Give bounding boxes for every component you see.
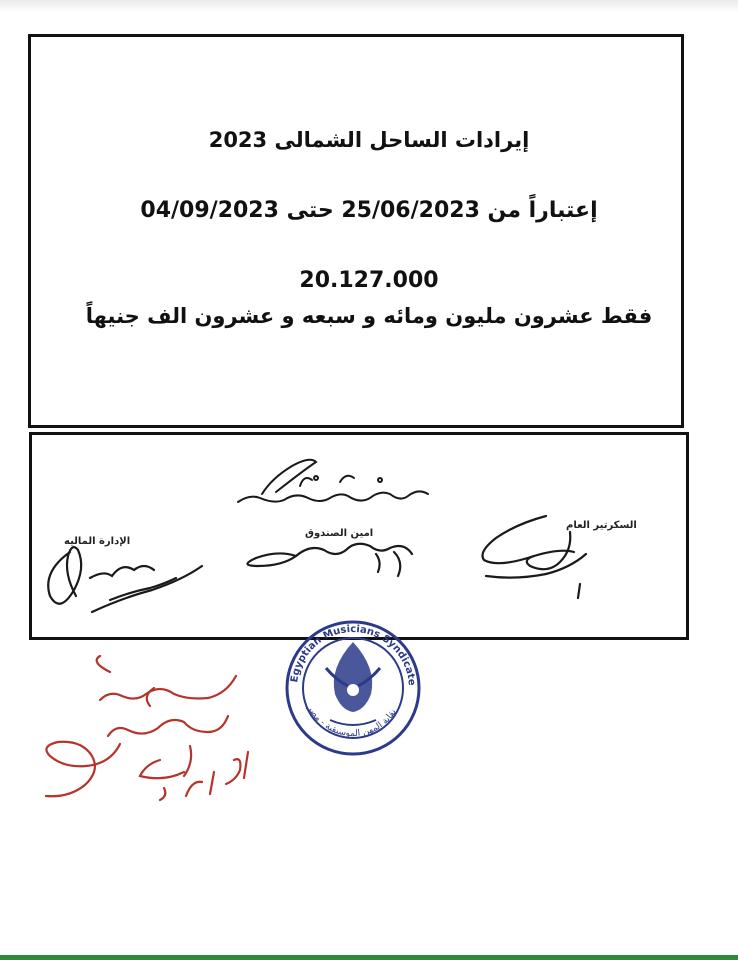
finance-department-label: الإدارة الماليه [64, 536, 131, 547]
secretary-general-label: السكرتير العام [566, 520, 637, 531]
secretary-signature [483, 516, 587, 598]
treasurer-label: امين الصندوق [305, 528, 374, 539]
syndicate-seal [287, 622, 419, 754]
period-line: إعتباراً من 25/06/2023 حتى 04/09/2023 [140, 198, 598, 223]
treasurer-signature [247, 544, 412, 576]
approval-handwriting [46, 656, 248, 800]
document-title: إيرادات الساحل الشمالى 2023 [208, 128, 530, 152]
closing-note-handwriting [238, 460, 428, 502]
seal-arabic-text: نقابة المهن الموسيقية - مصر [305, 703, 399, 740]
seal-text: Egyptian Musicians Syndicate [289, 623, 418, 687]
page-bottom-edge [0, 955, 738, 960]
amount-value: 20.127.000 [299, 268, 439, 293]
finance-signature [48, 547, 202, 612]
amount-in-words: فقط عشرون مليون ومائه و سبعه و عشرون الف جنيهاً [85, 304, 653, 328]
